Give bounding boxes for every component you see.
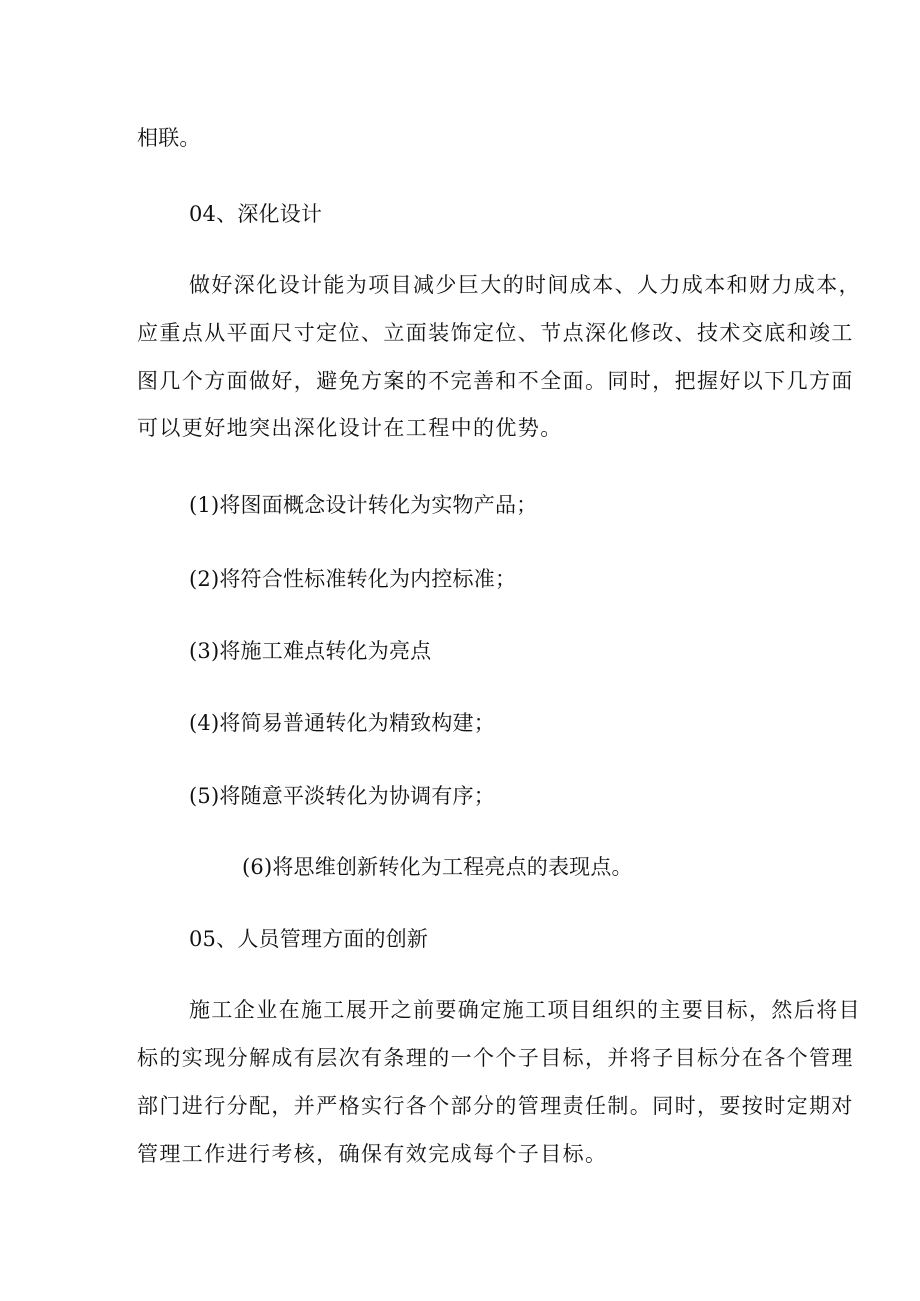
paragraph-line: 图几个方面做好，避免方案的不完善和不全面。同时，把握好以下几方面 [137, 369, 854, 393]
continuation-text: 相联。 [137, 126, 201, 150]
paragraph-line: 做好深化设计能为项目减少巨大的时间成本、人力成本和财力成本， [189, 273, 861, 297]
paragraph-line: 应重点从平面尺寸定位、立面装饰定位、节点深化修改、技术交底和竣工 [137, 321, 854, 345]
paragraph-line: 可以更好地突出深化设计在工程中的优势。 [137, 416, 563, 440]
list-item: (5)将随意平淡转化为协调有序； [189, 784, 495, 808]
paragraph-line: 部门进行分配，并严格实行各个部分的管理责任制。同时，要按时定期对 [137, 1094, 854, 1118]
paragraph-line: 施工企业在施工展开之前要确定施工项目组织的主要目标，然后将目 [189, 998, 861, 1022]
list-item: (6)将思维创新转化为工程亮点的表现点。 [242, 855, 633, 879]
list-item: (4)将简易普通转化为精致构建； [189, 711, 495, 735]
list-item: (1)将图面概念设计转化为实物产品； [189, 493, 538, 517]
section-5-heading: 05、人员管理方面的创新 [189, 927, 429, 951]
paragraph-line: 标的实现分解成有层次有条理的一个个子目标，并将子目标分在各个管理 [137, 1046, 854, 1070]
paragraph-line: 管理工作进行考核，确保有效完成每个子目标。 [137, 1142, 608, 1166]
section-4-heading: 04、深化设计 [189, 202, 323, 226]
list-item: (3)将施工难点转化为亮点 [189, 639, 432, 663]
list-item: (2)将符合性标准转化为内控标准； [189, 567, 517, 591]
